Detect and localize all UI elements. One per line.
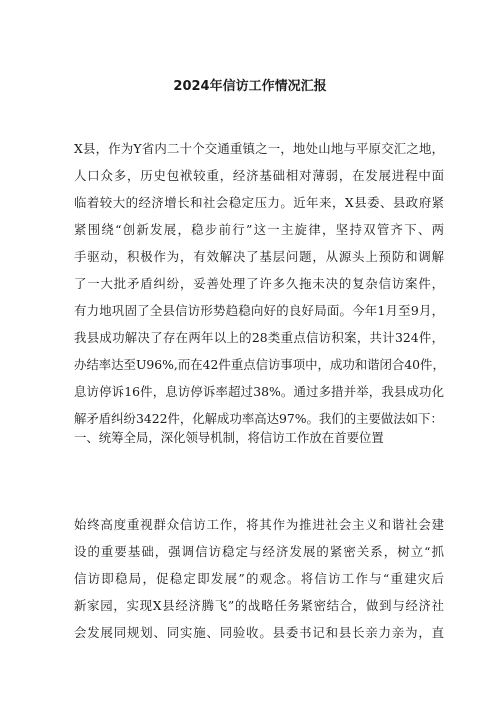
- paragraph-line: 有力地巩固了全县信访形势趋稳向好的良好局面。今年1月至9月，: [74, 303, 444, 318]
- paragraph-line: 人口众多，历史包袱较重，经济基础相对薄弱，在发展进程中面: [74, 168, 444, 183]
- paragraph-line: 了一大批矛盾纠纷，妥善处理了许多久拖未决的复杂信访案件，: [74, 276, 444, 291]
- paragraph-line: 解矛盾纠纷3422件，化解成功率高达97%。我们的主要做法如下：: [74, 411, 443, 426]
- intro-paragraph: [74, 135, 444, 432]
- paragraph-line: 紧围绕“创新发展，稳步前行”这一主旋律，坚持双管齐下、两: [74, 222, 444, 237]
- paragraph-line: 新家园，实现X县经济腾飞”的战略任务紧密结合，做到与经济社: [74, 598, 444, 613]
- paragraph-line: 会发展同规划、同实施、同验收。县委书记和县长亲力亲为，直: [74, 625, 444, 640]
- section-heading: 一、统筹全局，深化领导机制，将信访工作放在首要位置: [74, 430, 384, 445]
- paragraph-line: 始终高度重视群众信访工作，将其作为推进社会主义和谐社会建: [74, 517, 444, 532]
- paragraph-line: 临着较大的经济增长和社会稳定压力。近年来，X县委、县政府紧: [74, 195, 444, 210]
- paragraph-line: 设的重要基础，强调信访稳定与经济发展的紧密关系，树立“抓: [74, 544, 444, 559]
- document-title: 2024年信访工作情况汇报: [173, 79, 327, 94]
- paragraph-line: 信访即稳局，促稳定即发展”的观念。将信访工作与“重建灾后: [74, 571, 444, 586]
- paragraph-line: 办结率达至U96%,而在42件重点信访事项中，成功和谐闭合40件，: [74, 357, 445, 372]
- paragraph-line: 息访停诉16件，息访停诉率超过38%。通过多措并举，我县成功化: [74, 384, 444, 399]
- paragraph-line: X县，作为Y省内二十个交通重镇之一，地处山地与平原交汇之地，: [74, 141, 444, 156]
- paragraph-line: 手驱动，积极作为，有效解决了基层问题，从源头上预防和调解: [74, 249, 444, 264]
- paragraph-line: 我县成功解决了存在两年以上的28类重点信访积案，共计324件，: [74, 330, 444, 345]
- section-paragraph: [74, 511, 444, 646]
